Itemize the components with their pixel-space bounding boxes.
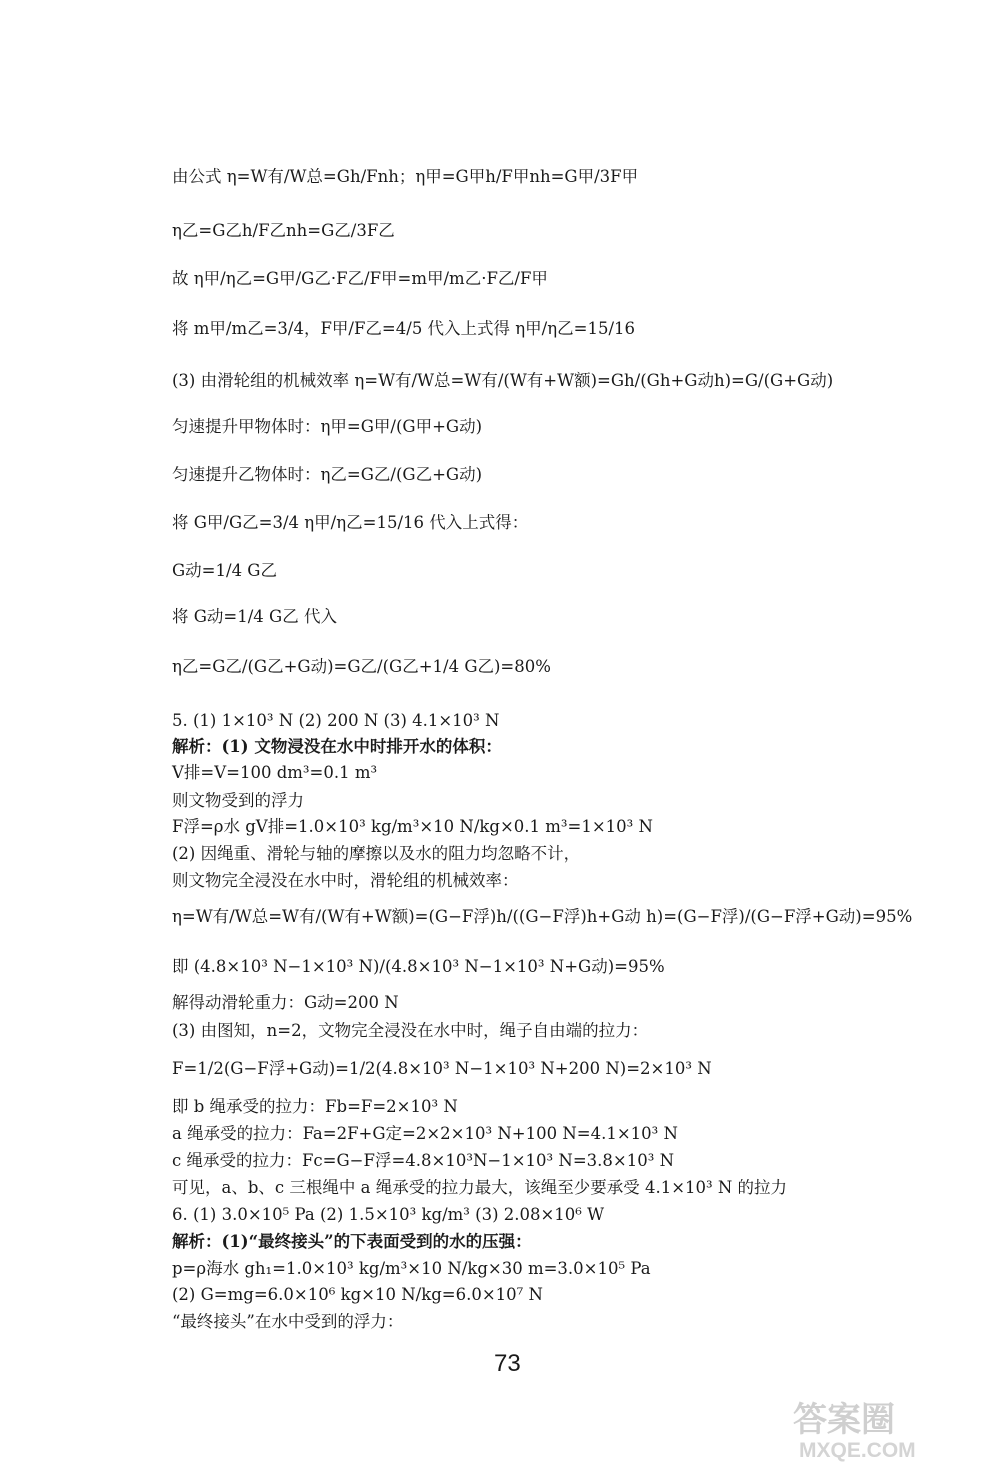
analysis-heading: 解析：(1) 文物浸没在水中时排开水的体积： <box>172 737 502 756</box>
equation-line: c 绳承受的拉力：Fc=G−F浮=4.8×10³N−1×10³ N=3.8×10³ N <box>172 1151 675 1170</box>
equation-line: (2) G=mg=6.0×10⁶ kg×10 N/kg=6.0×10⁷ N <box>172 1285 543 1304</box>
equation-line: (3) 由滑轮组的机械效率 η=W有/W总=W有/(W有+W额)=Gh/(Gh+G动h)=G/(G+G动) <box>172 371 834 390</box>
equation-line: V排=V=100 dm³=0.1 m³ <box>172 763 378 782</box>
equation-line: η=W有/W总=W有/(W有+W额)=(G−F浮)h/((G−F浮)h+G动 h)=(G−F浮)/(G−F浮+G动)=95% <box>172 907 913 926</box>
equation-line: a 绳承受的拉力：Fa=2F+G定=2×2×10³ N+100 N=4.1×10³ N <box>172 1124 678 1143</box>
equation-line: 将 m甲/m乙=3/4，F甲/F乙=4/5 代入上式得 η甲/η乙=15/16 <box>172 319 636 338</box>
text-line: “最终接头”在水中受到的浮力： <box>172 1312 404 1331</box>
equation-line: G动=1/4 G乙 <box>172 561 277 580</box>
equation-line: 匀速提升甲物体时：η甲=G甲/(G甲+G动) <box>172 417 483 436</box>
page-number: 73 <box>494 1350 521 1377</box>
equation-line: 故 η甲/η乙=G甲/G乙·F乙/F甲=m甲/m乙·F乙/F甲 <box>172 269 548 288</box>
equation-line: 将 G甲/G乙=3/4 η甲/η乙=15/16 代入上式得： <box>172 513 529 532</box>
text-line: (3) 由图知，n=2，文物完全浸没在水中时，绳子自由端的拉力： <box>172 1021 649 1040</box>
text-line: 可见，a、b、c 三根绳中 a 绳承受的拉力最大，该绳至少要承受 4.1×10³ N 的拉力 <box>172 1178 788 1197</box>
watermark-url: MXQE.COM <box>799 1439 916 1462</box>
text-line: 则文物完全浸没在水中时，滑轮组的机械效率： <box>172 871 519 890</box>
analysis-heading: 解析：(1)“最终接头”的下表面受到的水的压强： <box>172 1232 532 1251</box>
equation-line: η乙=G乙h/F乙nh=G乙/3F乙 <box>172 221 395 240</box>
equation-line: p=ρ海水 gh₁=1.0×10³ kg/m³×10 N/kg×30 m=3.0×10⁵ Pa <box>172 1259 651 1278</box>
equation-line: F=1/2(G−F浮+G动)=1/2(4.8×10³ N−1×10³ N+200 N)=2×10³ N <box>172 1059 712 1078</box>
equation-line: 即 b 绳承受的拉力：Fb=F=2×10³ N <box>172 1097 458 1116</box>
text-line: 解得动滑轮重力：G动=200 N <box>172 993 399 1012</box>
equation-line: 即 (4.8×10³ N−1×10³ N)/(4.8×10³ N−1×10³ N+G动)=95% <box>172 957 665 976</box>
answer-line: 6. (1) 3.0×10⁵ Pa (2) 1.5×10³ kg/m³ (3) 2.08×10⁶ W <box>172 1205 605 1224</box>
watermark-logo <box>787 1393 972 1463</box>
equation-line: 将 G动=1/4 G乙 代入 <box>172 607 337 626</box>
equation-line: 匀速提升乙物体时：η乙=G乙/(G乙+G动) <box>172 465 483 484</box>
text-line: (2) 因绳重、滑轮与轴的摩擦以及水的阻力均忽略不计， <box>172 844 581 863</box>
text-line: 则文物受到的浮力 <box>172 791 304 810</box>
watermark-logo-text: 答案圈 <box>793 1401 895 1439</box>
equation-line: η乙=G乙/(G乙+G动)=G乙/(G乙+1/4 G乙)=80% <box>172 657 551 676</box>
equation-line: 由公式 η=W有/W总=Gh/Fnh；η甲=G甲h/F甲nh=G甲/3F甲 <box>172 167 639 186</box>
equation-line: F浮=ρ水 gV排=1.0×10³ kg/m³×10 N/kg×0.1 m³=1×10³ N <box>172 817 653 836</box>
answer-line: 5. (1) 1×10³ N (2) 200 N (3) 4.1×10³ N <box>172 711 500 730</box>
